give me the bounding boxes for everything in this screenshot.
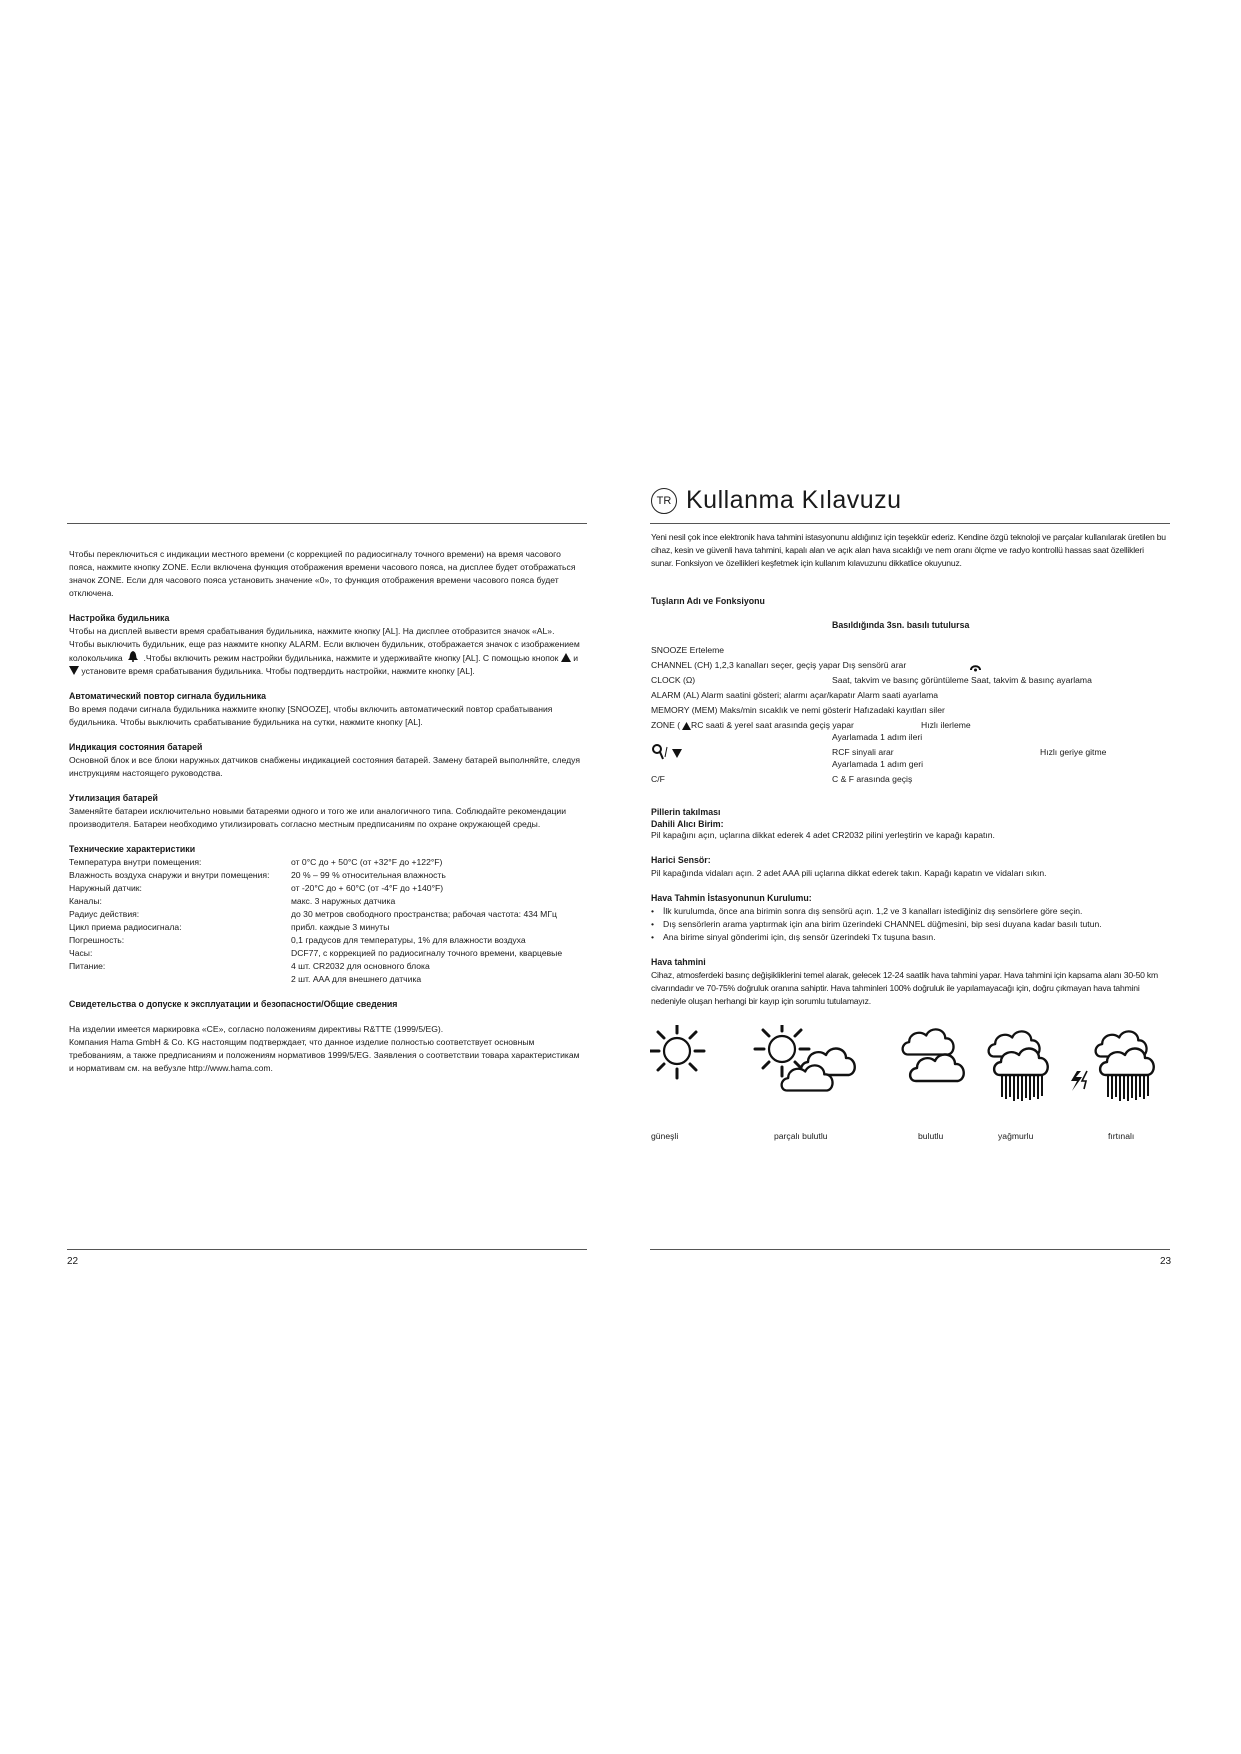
alarm-text-and: и [573, 653, 579, 663]
right-top-rule [650, 523, 1170, 524]
rainy-icon [989, 1031, 1048, 1101]
spec-value: 2 шт. AAA для внешнего датчика [291, 974, 422, 984]
spec-row [69, 869, 581, 882]
spec-row [69, 908, 581, 921]
key-channel: CHANNEL (CH) 1,2,3 kanalları seçer, geçiş yapar Dış sensörü arar [651, 660, 907, 670]
specs-title: Технические характеристики [69, 844, 196, 854]
spec-key: Температура внутри помещения: [69, 857, 202, 867]
key-alarm: ALARM (AL) Alarm saatini gösteri; alarmı açar/kapatır Alarm saati ayarlama [651, 690, 939, 700]
spec-key: Каналы: [69, 896, 102, 906]
weather-label-partly-cloudy: parçalı bulutlu [774, 1131, 828, 1141]
spec-value: макс. 3 наружных датчика [291, 896, 396, 906]
key-zone-a: ZONE ( [651, 720, 681, 730]
key-clock-function: Saat, takvim ve basınç görüntüleme Saat, takvim & basınç ayarlama [832, 675, 1092, 685]
alarm-text-b: .Чтобы включить режим настройки будильника, нажмите и удерживайте кнопку [AL]. С помощью кнопок [143, 653, 559, 663]
weather-label-rainy: yağmurlu [998, 1131, 1034, 1141]
internal-text: Pil kapağını açın, uçlarına dikkat ederek 4 adet CR2032 pilini yerleştirin ve kapağı kapatın. [651, 830, 995, 840]
keys-table [651, 645, 1171, 795]
key-row-rcf-sub [651, 759, 1171, 773]
spec-key: Погрешность: [69, 935, 125, 945]
page-number-right: 23 [1160, 1256, 1172, 1267]
page-number-left: 22 [67, 1256, 79, 1267]
spec-key [69, 973, 291, 986]
battery-section [651, 806, 1171, 1008]
spec-value: 4 шт. CR2032 для основного блока [291, 961, 430, 971]
disposal-title: Утилизация батарей [69, 793, 158, 803]
spec-row [69, 947, 581, 960]
right-header [651, 486, 902, 515]
spec-value: прибл. каждые 3 минуты [291, 922, 390, 932]
external-title: Harici Sensör: [651, 855, 711, 865]
left-top-rule [67, 523, 587, 524]
keys-title: Tuşların Adı ve Fonksiyonu [651, 596, 765, 606]
setup-item: • Dış sensörlerin arama yaptırmak için ana birim üzerindeki CHANNEL düğmesini, bip sesi duyana kadar basılı tutun. [651, 918, 1171, 931]
spec-row [69, 921, 581, 934]
weather-label-sunny: güneşli [651, 1131, 679, 1141]
spec-value: от 0°C до + 50°C (от +32°F до +122°F) [291, 857, 443, 867]
snooze-text: Во время подачи сигнала будильника нажмите кнопку [SNOOZE], чтобы включить автоматический повтор срабатывания будильника. Чтобы выключить срабатывание будильника на сутки, нажмите кнопку [AL]. [69, 704, 553, 727]
signal-search-icon [969, 661, 982, 672]
disposal-text: Заменяйте батареи исключительно новыми батареями одного и того же или аналогичного типа. Соблюдайте рекомендации производителя. Батареи необходимо утилизировать согласно местным предписаниям по охране окружающей среды. [69, 806, 567, 829]
setup-item: • İlk kurulumda, önce ana birimin sonra dış sensörü açın. 1,2 ve 3 kanalları istediğiniz dış sensörlere göre seçin. [651, 905, 1171, 918]
key-snooze: SNOOZE Erteleme [651, 645, 725, 655]
stormy-icon [1071, 1031, 1154, 1101]
keys-subtitle: Basıldığında 3sn. basılı tutulursa [832, 620, 970, 630]
key-row-cf [651, 774, 1171, 788]
key-row-memory [651, 705, 1171, 719]
spec-row [69, 856, 581, 869]
tr-intro: Yeni nesil çok ince elektronik hava tahmini istasyonunu aldığınız için teşekkür ederiz. Kendine özgü teknoloji ve parçalar kullanılarak üretilen bu cihaz, kesin ve güvenli hava tahmini, kapalı alan ve açık alan hava sıcaklığı ve nem oranı ölçme ve radyo kontrollü hassas saat özellikleri sunar. Fonksiyon ve özellikleri keşfetmek için kullanım kılavuzunu dikkatlice okuyunuz. [651, 532, 1166, 568]
battery-title: Индикация состояния батарей [69, 742, 203, 752]
key-zone-fast-forward: Hızlı ilerleme [921, 720, 971, 730]
key-row-clock [651, 675, 1171, 689]
cert-text-1: На изделии имеется маркировка «CE», согласно положениям директивы R&TTE (1999/5/EG). [69, 1024, 444, 1034]
internal-title: Dahili Alıcı Birim: [651, 819, 724, 829]
spec-row [69, 934, 581, 947]
snooze-title: Автоматический повтор сигнала будильника [69, 691, 266, 701]
spec-row [69, 882, 581, 895]
zone-intro: Чтобы переключиться с индикации местного времени (с коррекцией по радиосигналу точного времени) на время часового пояса, нажмите кнопку ZONE. Если включена функция отображения времени часового пояса, на дисплее будет отображаться значок ZONE. Если для часового пояса установить значение «0», то функция отображения времени часового пояса будет отключена. [69, 549, 576, 598]
spec-key: Влажность воздуха снаружи и внутри помещения: [69, 870, 270, 880]
spec-key: Питание: [69, 961, 106, 971]
spec-value: до 30 метров свободного пространства; рабочая частота: 434 МГц [291, 909, 557, 919]
spec-row [69, 960, 581, 973]
forecast-text: Cihaz, atmosferdeki basınç değişikliklerini temel alarak, gelecek 12-24 saatlik hava tahmini yapar. Hava tahmini için kapsama alanı 30-50 km civarındadır ve 70-75% doğruluk oranına sahiptir. Hava tahminleri 100% doğruluk ile yapılamayacağı için, doğru çıkmayan hava tahmini nedeniyle oluşan herhangi bir kayıp için sorumlu tutulamayız. [651, 970, 1158, 1006]
setup-list [651, 905, 1171, 944]
bell-icon [127, 651, 139, 662]
spec-key: Часы: [69, 948, 93, 958]
alarm-text-a: Чтобы на дисплей вывести время срабатывания будильника, нажмите кнопку [AL]. На дисплее отобразится значок «AL». Чтобы выключить будильник, еще раз нажмите кнопку ALARM. Если включен будильник, отображается значок с изображением колокольчика [69, 626, 580, 663]
key-row-snooze [651, 645, 1171, 659]
spec-key: Радиус действия: [69, 909, 140, 919]
alarm-text-c: установите время срабатывания будильника. Чтобы подтвердить настройки, нажмите кнопку [AL]. [81, 666, 475, 676]
left-bottom-rule [67, 1249, 587, 1250]
spec-value: 0,1 градусов для температуры, 1% для влажности воздуха [291, 935, 526, 945]
page-title: Kullanma Kılavuzu [686, 486, 902, 514]
key-zone-step: Ayarlamada 1 adım ileri [832, 732, 923, 742]
setup-item: • Ana birime sinyal gönderimi için, dış sensör üzerindeki Tx tuşuna basın. [651, 931, 1171, 944]
spec-value: DCF77, с коррекцией по радиосигналу точного времени, кварцевые [291, 948, 563, 958]
batteries-title: Pillerin takılması [651, 807, 721, 817]
key-memory: MEMORY (MEM) Maks/min sıcaklık ve nemi gösterir Hafızadaki kayıtları siler [651, 705, 945, 715]
cloudy-icon [903, 1029, 964, 1081]
key-row-zone-sub [651, 732, 1171, 746]
spec-key: Цикл приема радиосигнала: [69, 922, 182, 932]
battery-text: Основной блок и все блоки наружных датчиков снабжены индикацией состояния батарей. Замену батарей выполняйте, следуя инструкциям настоящего руководства. [69, 755, 581, 778]
key-fast-rewind: Hızlı geriye gitme [1040, 747, 1107, 757]
key-row-channel [651, 660, 1171, 674]
key-row-alarm [651, 690, 1171, 704]
spec-row [69, 973, 581, 986]
weather-icons [650, 1025, 1170, 1120]
alarm-title: Настройка будильника [69, 613, 170, 623]
language-badge: TR [651, 488, 677, 514]
key-cf-switch: C & F arasında geçiş [832, 774, 913, 784]
left-content [69, 548, 581, 1075]
down-arrow-icon [69, 666, 79, 675]
cert-title: Свидетельства о допуске к эксплуатации и безопасности/Общие сведения [69, 999, 398, 1009]
key-rcf-search: RCF sinyali arar [832, 747, 894, 757]
forecast-title: Hava tahmini [651, 957, 706, 967]
key-clock: CLOCK (Ω) [651, 675, 696, 685]
cert-text-2: Компания Hama GmbH & Co. KG настоящим подтверждает, что данное изделие полностью соответствует основным требованиям, а также предписаниям и положениям нормативов 1999/5/EG. Заявления о соответствии товара характеристикам и нормативам см. на вебузле http://www.hama.com. [69, 1037, 580, 1073]
spec-row [69, 895, 581, 908]
external-text: Pil kapağında vidaları açın. 2 adet AAA pili uçlarına dikkat ederek takın. Kapağı kapatın ve vidaları sıkın. [651, 868, 1047, 878]
spec-value: от -20°C до + 60°C (от -4°F до +140°F) [291, 883, 444, 893]
up-arrow-icon [561, 653, 571, 662]
partly-cloudy-icon [755, 1025, 855, 1091]
key-cf: C/F [651, 774, 665, 784]
weather-label-stormy: fırtınalı [1108, 1131, 1135, 1141]
key-zone-b: RC saati & yerel saat arasında geçiş yapar [691, 720, 854, 730]
alarm-text [69, 625, 581, 678]
right-bottom-rule [650, 1249, 1170, 1250]
specs-table [69, 856, 581, 986]
up-arrow-icon [682, 722, 691, 730]
key-rcf-step: Ayarlamada 1 adım geri [832, 759, 924, 769]
spec-key: Наружный датчик: [69, 883, 142, 893]
weather-label-cloudy: bulutlu [918, 1131, 944, 1141]
sunny-icon [650, 1025, 704, 1078]
spec-value: 20 % – 99 % относительная влажность [291, 870, 446, 880]
setup-title: Hava Tahmin İstasyonunun Kurulumu: [651, 893, 812, 903]
